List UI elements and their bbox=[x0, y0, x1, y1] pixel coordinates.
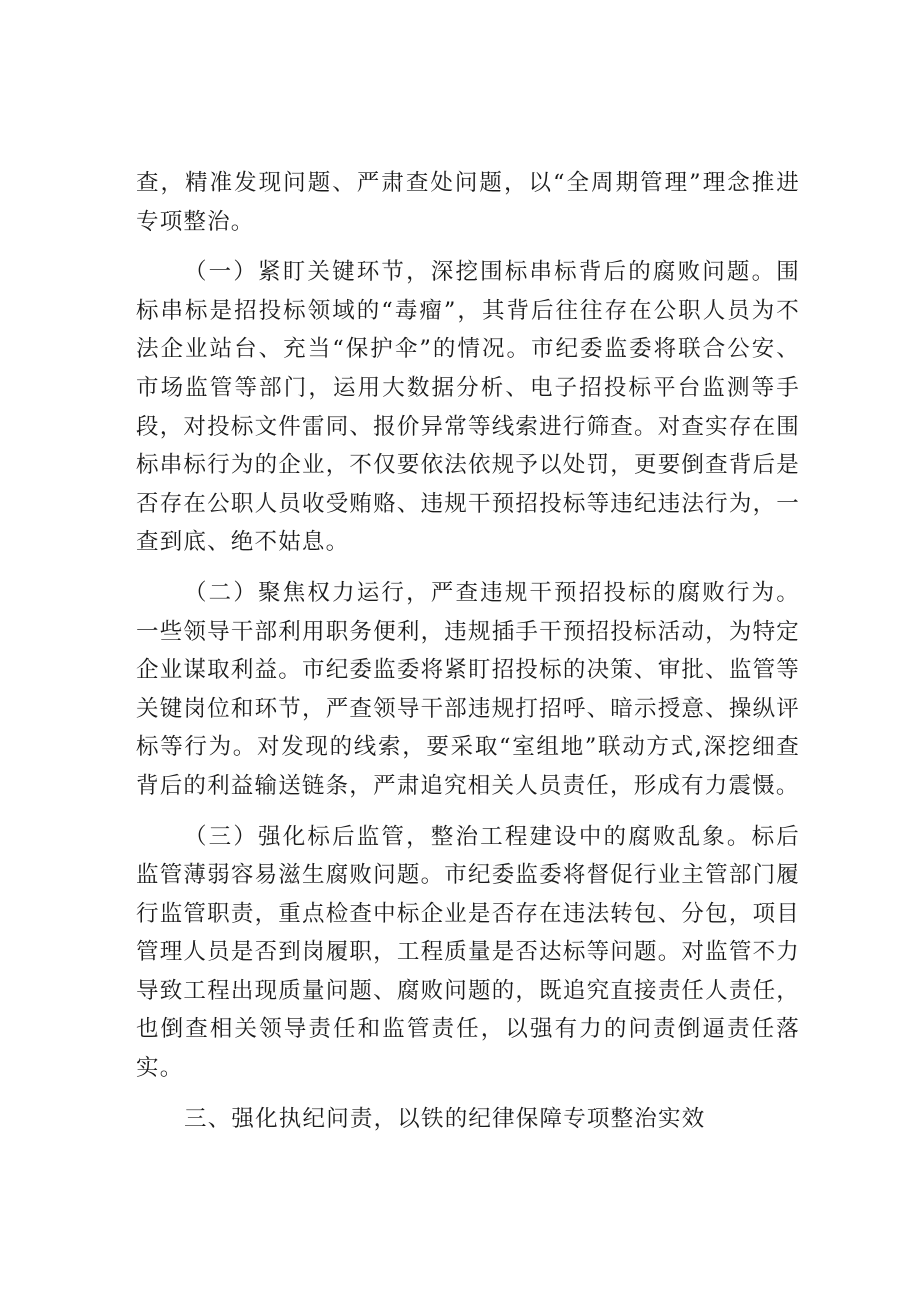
section-heading: 三、强化执纪问责，以铁的纪律保障专项整治实效 bbox=[184, 1105, 706, 1132]
paragraph-section-2: （二）聚焦权力运行，严查违规干预招投标的腐败行为。一些领导干部利用职务便利，违规插手干预招投标活动，为特定企业谋取利益。市纪委监委将紧盯招投标的决策、审批、监管等关键岗位和环节，严查领导干部违规打招呼、暗示授意、操纵评标等行为。对发现的线索，要采取“室组地”联动方式,深挖细查背后的利益输送链条，严肃追究相关人员责任，形成有力震慑。 bbox=[136, 579, 800, 799]
document-body bbox=[136, 164, 800, 1138]
paragraph-section-1: （一）紧盯关键环节，深挖围标串标背后的腐败问题。围标串标是招投标领域的“毒瘤”，其背后往往存在公职人员为不法企业站台、充当“保护伞”的情况。市纪委监委将联合公安、市场监管等部门，运用大数据分析、电子招投标平台监测等手段，对投标文件雷同、报价异常等线索进行筛查。对查实存在围标串标行为的企业，不仅要依法依规予以处罚，更要倒查背后是否存在公职人员收受贿赂、违规干预招投标等违纪违法行为，一查到底、绝不姑息。 bbox=[136, 259, 800, 556]
paragraph-section-3: （三）强化标后监管，整治工程建设中的腐败乱象。标后监管薄弱容易滋生腐败问题。市纪委监委将督促行业主管部门履行监管职责，重点检查中标企业是否存在违法转包、分包，项目管理人员是否到岗履职，工程质量是否达标等问题。对监管不力导致工程出现质量问题、腐败问题的，既追究直接责任人责任，也倒查相关领导责任和监管责任，以强有力的问责倒逼责任落实。 bbox=[136, 823, 800, 1082]
paragraph-continuation: 查，精准发现问题、严肃查处问题，以“全周期管理”理念推进专项整治。 bbox=[136, 170, 800, 235]
